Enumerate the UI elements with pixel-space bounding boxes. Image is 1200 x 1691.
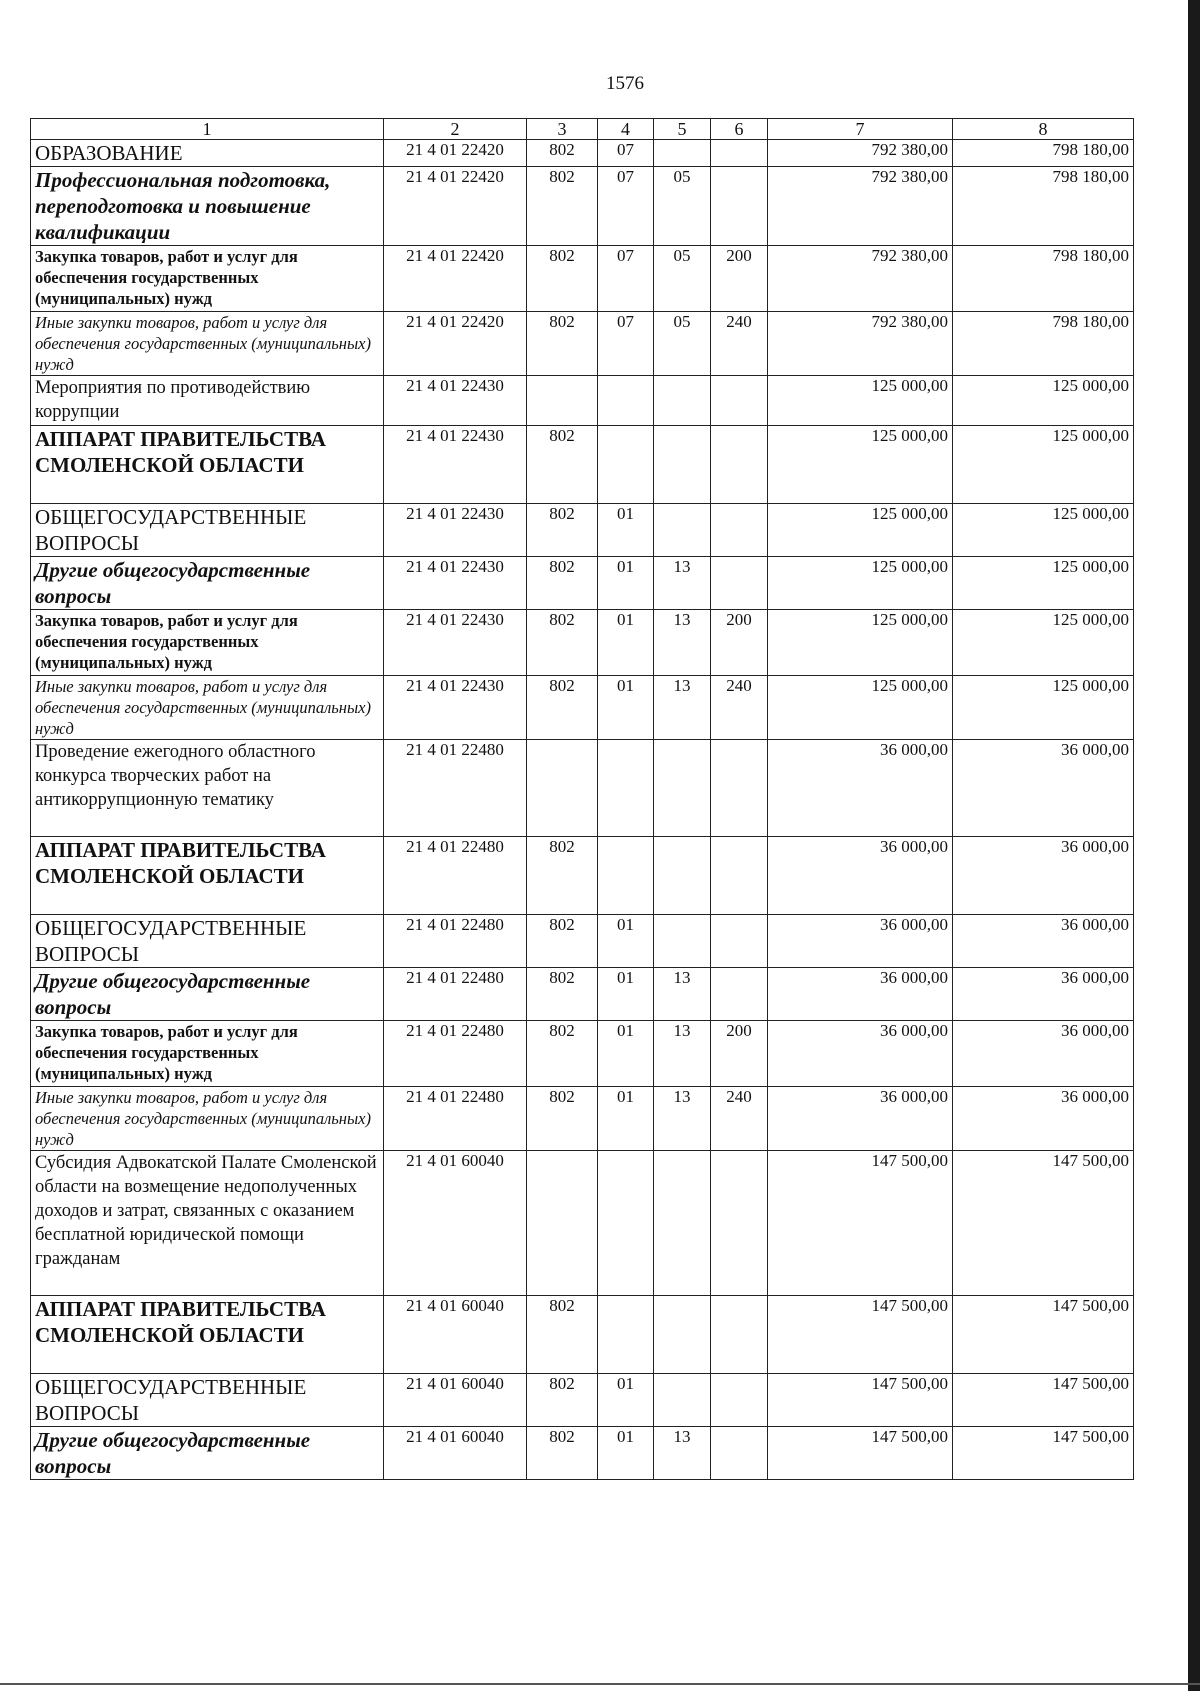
- ministry-code: 802: [527, 426, 598, 504]
- subsection-code: 05: [654, 312, 711, 376]
- amount-year-1: 36 000,00: [768, 740, 953, 837]
- amount-year-2: 125 000,00: [953, 426, 1134, 504]
- subsection-code: 05: [654, 167, 711, 246]
- target-article-code: 21 4 01 60040: [384, 1427, 527, 1480]
- row-name: ОБЩЕГОСУДАРСТВЕННЫЕ ВОПРОСЫ: [31, 504, 384, 557]
- expense-type-code: [711, 837, 768, 915]
- table-row: [31, 1087, 1134, 1151]
- page-number: 1576: [606, 73, 644, 94]
- target-article-code: 21 4 01 22430: [384, 557, 527, 610]
- section-code: 01: [598, 915, 654, 968]
- row-name: Другие общегосударственные вопросы: [31, 968, 384, 1021]
- subsection-code: [654, 915, 711, 968]
- ministry-code: 802: [527, 1021, 598, 1087]
- subsection-code: [654, 504, 711, 557]
- amount-year-2: 125 000,00: [953, 676, 1134, 740]
- row-name: АППАРАТ ПРАВИТЕЛЬСТВА СМОЛЕНСКОЙ ОБЛАСТИ: [31, 837, 384, 915]
- target-article-code: 21 4 01 22430: [384, 610, 527, 676]
- section-code: [598, 837, 654, 915]
- expense-type-code: [711, 1374, 768, 1427]
- amount-year-1: 36 000,00: [768, 1087, 953, 1151]
- amount-year-2: 125 000,00: [953, 376, 1134, 426]
- section-code: 07: [598, 312, 654, 376]
- amount-year-1: 36 000,00: [768, 915, 953, 968]
- expense-type-code: 200: [711, 610, 768, 676]
- ministry-code: 802: [527, 1296, 598, 1374]
- amount-year-1: 792 380,00: [768, 312, 953, 376]
- column-header: 1: [31, 119, 384, 140]
- amount-year-1: 36 000,00: [768, 968, 953, 1021]
- table-row: [31, 1151, 1134, 1296]
- amount-year-2: 147 500,00: [953, 1151, 1134, 1296]
- table-row: [31, 426, 1134, 504]
- ministry-code: 802: [527, 167, 598, 246]
- table-row: [31, 915, 1134, 968]
- row-name: Мероприятия по противодействию коррупции: [31, 376, 384, 426]
- table-row: [31, 167, 1134, 246]
- section-code: 07: [598, 167, 654, 246]
- section-code: 01: [598, 1087, 654, 1151]
- amount-year-1: 125 000,00: [768, 610, 953, 676]
- amount-year-2: 147 500,00: [953, 1427, 1134, 1480]
- row-name: Другие общегосударственные вопросы: [31, 557, 384, 610]
- target-article-code: 21 4 01 22420: [384, 167, 527, 246]
- ministry-code: 802: [527, 1427, 598, 1480]
- ministry-code: [527, 376, 598, 426]
- row-name: ОБЩЕГОСУДАРСТВЕННЫЕ ВОПРОСЫ: [31, 1374, 384, 1427]
- ministry-code: [527, 740, 598, 837]
- amount-year-2: 36 000,00: [953, 740, 1134, 837]
- expense-type-code: [711, 915, 768, 968]
- amount-year-2: 147 500,00: [953, 1296, 1134, 1374]
- section-code: [598, 1296, 654, 1374]
- subsection-code: 13: [654, 1427, 711, 1480]
- target-article-code: 21 4 01 22430: [384, 376, 527, 426]
- row-name: Закупка товаров, работ и услуг для обеспечения государственных (муниципальных) нужд: [31, 246, 384, 312]
- ministry-code: 802: [527, 1374, 598, 1427]
- amount-year-1: 125 000,00: [768, 676, 953, 740]
- row-name: АППАРАТ ПРАВИТЕЛЬСТВА СМОЛЕНСКОЙ ОБЛАСТИ: [31, 1296, 384, 1374]
- ministry-code: 802: [527, 915, 598, 968]
- subsection-code: [654, 837, 711, 915]
- amount-year-1: 36 000,00: [768, 1021, 953, 1087]
- subsection-code: 13: [654, 1087, 711, 1151]
- ministry-code: 802: [527, 1087, 598, 1151]
- amount-year-2: 125 000,00: [953, 610, 1134, 676]
- section-code: [598, 1151, 654, 1296]
- section-code: 01: [598, 1427, 654, 1480]
- expense-type-code: [711, 140, 768, 167]
- amount-year-2: 798 180,00: [953, 140, 1134, 167]
- table-row: [31, 140, 1134, 167]
- target-article-code: 21 4 01 22480: [384, 968, 527, 1021]
- column-header: 2: [384, 119, 527, 140]
- row-name: Иные закупки товаров, работ и услуг для обеспечения государственных (муниципальных) нужд: [31, 676, 384, 740]
- row-name: ОБЩЕГОСУДАРСТВЕННЫЕ ВОПРОСЫ: [31, 915, 384, 968]
- table-body: [31, 140, 1134, 1480]
- expense-type-code: [711, 740, 768, 837]
- section-code: 07: [598, 246, 654, 312]
- amount-year-1: 125 000,00: [768, 426, 953, 504]
- target-article-code: 21 4 01 22420: [384, 140, 527, 167]
- row-name: Профессиональная подготовка, переподготовка и повышение квалификации: [31, 167, 384, 246]
- table-row: [31, 968, 1134, 1021]
- amount-year-2: 798 180,00: [953, 167, 1134, 246]
- target-article-code: 21 4 01 22430: [384, 426, 527, 504]
- ministry-code: 802: [527, 610, 598, 676]
- amount-year-1: 147 500,00: [768, 1296, 953, 1374]
- column-header: 4: [598, 119, 654, 140]
- expense-type-code: [711, 1151, 768, 1296]
- table-row: [31, 246, 1134, 312]
- scan-bottom-edge: [0, 1683, 1200, 1685]
- subsection-code: [654, 376, 711, 426]
- amount-year-2: 36 000,00: [953, 837, 1134, 915]
- column-header: 7: [768, 119, 953, 140]
- expense-type-code: [711, 968, 768, 1021]
- subsection-code: [654, 140, 711, 167]
- target-article-code: 21 4 01 22480: [384, 740, 527, 837]
- expense-type-code: 200: [711, 1021, 768, 1087]
- section-code: 01: [598, 504, 654, 557]
- subsection-code: [654, 426, 711, 504]
- amount-year-1: 792 380,00: [768, 140, 953, 167]
- table-header-row: [31, 119, 1134, 140]
- row-name: Закупка товаров, работ и услуг для обеспечения государственных (муниципальных) нужд: [31, 1021, 384, 1087]
- amount-year-1: 125 000,00: [768, 504, 953, 557]
- table-row: [31, 312, 1134, 376]
- target-article-code: 21 4 01 22420: [384, 312, 527, 376]
- section-code: 01: [598, 1021, 654, 1087]
- section-code: 01: [598, 968, 654, 1021]
- table-row: [31, 1427, 1134, 1480]
- section-code: 01: [598, 557, 654, 610]
- amount-year-2: 125 000,00: [953, 557, 1134, 610]
- amount-year-2: 36 000,00: [953, 915, 1134, 968]
- ministry-code: 802: [527, 676, 598, 740]
- amount-year-2: 147 500,00: [953, 1374, 1134, 1427]
- ministry-code: 802: [527, 312, 598, 376]
- section-code: 01: [598, 676, 654, 740]
- table-row: [31, 740, 1134, 837]
- ministry-code: 802: [527, 837, 598, 915]
- table-row: [31, 1021, 1134, 1087]
- row-name: ОБРАЗОВАНИЕ: [31, 140, 384, 167]
- ministry-code: 802: [527, 557, 598, 610]
- ministry-code: 802: [527, 968, 598, 1021]
- target-article-code: 21 4 01 22430: [384, 504, 527, 557]
- amount-year-2: 798 180,00: [953, 246, 1134, 312]
- column-header: 6: [711, 119, 768, 140]
- expense-type-code: [711, 557, 768, 610]
- section-code: [598, 740, 654, 837]
- table-row: [31, 376, 1134, 426]
- subsection-code: 13: [654, 968, 711, 1021]
- target-article-code: 21 4 01 22480: [384, 915, 527, 968]
- ministry-code: 802: [527, 504, 598, 557]
- row-name: Иные закупки товаров, работ и услуг для обеспечения государственных (муниципальных) нужд: [31, 1087, 384, 1151]
- budget-table: [30, 118, 1134, 1480]
- table-row: [31, 676, 1134, 740]
- amount-year-1: 147 500,00: [768, 1427, 953, 1480]
- section-code: 01: [598, 1374, 654, 1427]
- expense-type-code: [711, 1296, 768, 1374]
- table-row: [31, 557, 1134, 610]
- subsection-code: 13: [654, 676, 711, 740]
- table-row: [31, 504, 1134, 557]
- amount-year-1: 792 380,00: [768, 167, 953, 246]
- table-row: [31, 837, 1134, 915]
- amount-year-1: 125 000,00: [768, 557, 953, 610]
- ministry-code: 802: [527, 246, 598, 312]
- target-article-code: 21 4 01 22480: [384, 1087, 527, 1151]
- expense-type-code: [711, 426, 768, 504]
- column-header: 5: [654, 119, 711, 140]
- subsection-code: [654, 740, 711, 837]
- ministry-code: [527, 1151, 598, 1296]
- subsection-code: [654, 1374, 711, 1427]
- section-code: 07: [598, 140, 654, 167]
- column-header: 8: [953, 119, 1134, 140]
- target-article-code: 21 4 01 22480: [384, 837, 527, 915]
- row-name: Иные закупки товаров, работ и услуг для обеспечения государственных (муниципальных) нужд: [31, 312, 384, 376]
- table-row: [31, 610, 1134, 676]
- subsection-code: 05: [654, 246, 711, 312]
- target-article-code: 21 4 01 60040: [384, 1296, 527, 1374]
- column-header: 3: [527, 119, 598, 140]
- target-article-code: 21 4 01 60040: [384, 1374, 527, 1427]
- table-row: [31, 1374, 1134, 1427]
- target-article-code: 21 4 01 60040: [384, 1151, 527, 1296]
- amount-year-2: 36 000,00: [953, 968, 1134, 1021]
- target-article-code: 21 4 01 22420: [384, 246, 527, 312]
- expense-type-code: [711, 376, 768, 426]
- row-name: Субсидия Адвокатской Палате Смоленской области на возмещение недополученных доходов и затрат, связанных с оказанием бесплатной юридической помощи гражданам: [31, 1151, 384, 1296]
- target-article-code: 21 4 01 22430: [384, 676, 527, 740]
- section-code: [598, 426, 654, 504]
- row-name: Проведение ежегодного областного конкурса творческих работ на антикоррупционную тематику: [31, 740, 384, 837]
- expense-type-code: 240: [711, 312, 768, 376]
- section-code: [598, 376, 654, 426]
- subsection-code: 13: [654, 557, 711, 610]
- amount-year-1: 792 380,00: [768, 246, 953, 312]
- row-name: Другие общегосударственные вопросы: [31, 1427, 384, 1480]
- section-code: 01: [598, 610, 654, 676]
- amount-year-1: 36 000,00: [768, 837, 953, 915]
- expense-type-code: [711, 504, 768, 557]
- subsection-code: 13: [654, 1021, 711, 1087]
- expense-type-code: 240: [711, 676, 768, 740]
- table-row: [31, 1296, 1134, 1374]
- target-article-code: 21 4 01 22480: [384, 1021, 527, 1087]
- expense-type-code: [711, 1427, 768, 1480]
- subsection-code: 13: [654, 610, 711, 676]
- row-name: Закупка товаров, работ и услуг для обеспечения государственных (муниципальных) нужд: [31, 610, 384, 676]
- expense-type-code: 240: [711, 1087, 768, 1151]
- amount-year-1: 147 500,00: [768, 1151, 953, 1296]
- expense-type-code: [711, 167, 768, 246]
- ministry-code: 802: [527, 140, 598, 167]
- row-name: АППАРАТ ПРАВИТЕЛЬСТВА СМОЛЕНСКОЙ ОБЛАСТИ: [31, 426, 384, 504]
- subsection-code: [654, 1296, 711, 1374]
- expense-type-code: 200: [711, 246, 768, 312]
- amount-year-2: 798 180,00: [953, 312, 1134, 376]
- amount-year-1: 125 000,00: [768, 376, 953, 426]
- amount-year-1: 147 500,00: [768, 1374, 953, 1427]
- scan-edge-shadow: [1188, 0, 1200, 1691]
- subsection-code: [654, 1151, 711, 1296]
- amount-year-2: 36 000,00: [953, 1087, 1134, 1151]
- amount-year-2: 36 000,00: [953, 1021, 1134, 1087]
- amount-year-2: 125 000,00: [953, 504, 1134, 557]
